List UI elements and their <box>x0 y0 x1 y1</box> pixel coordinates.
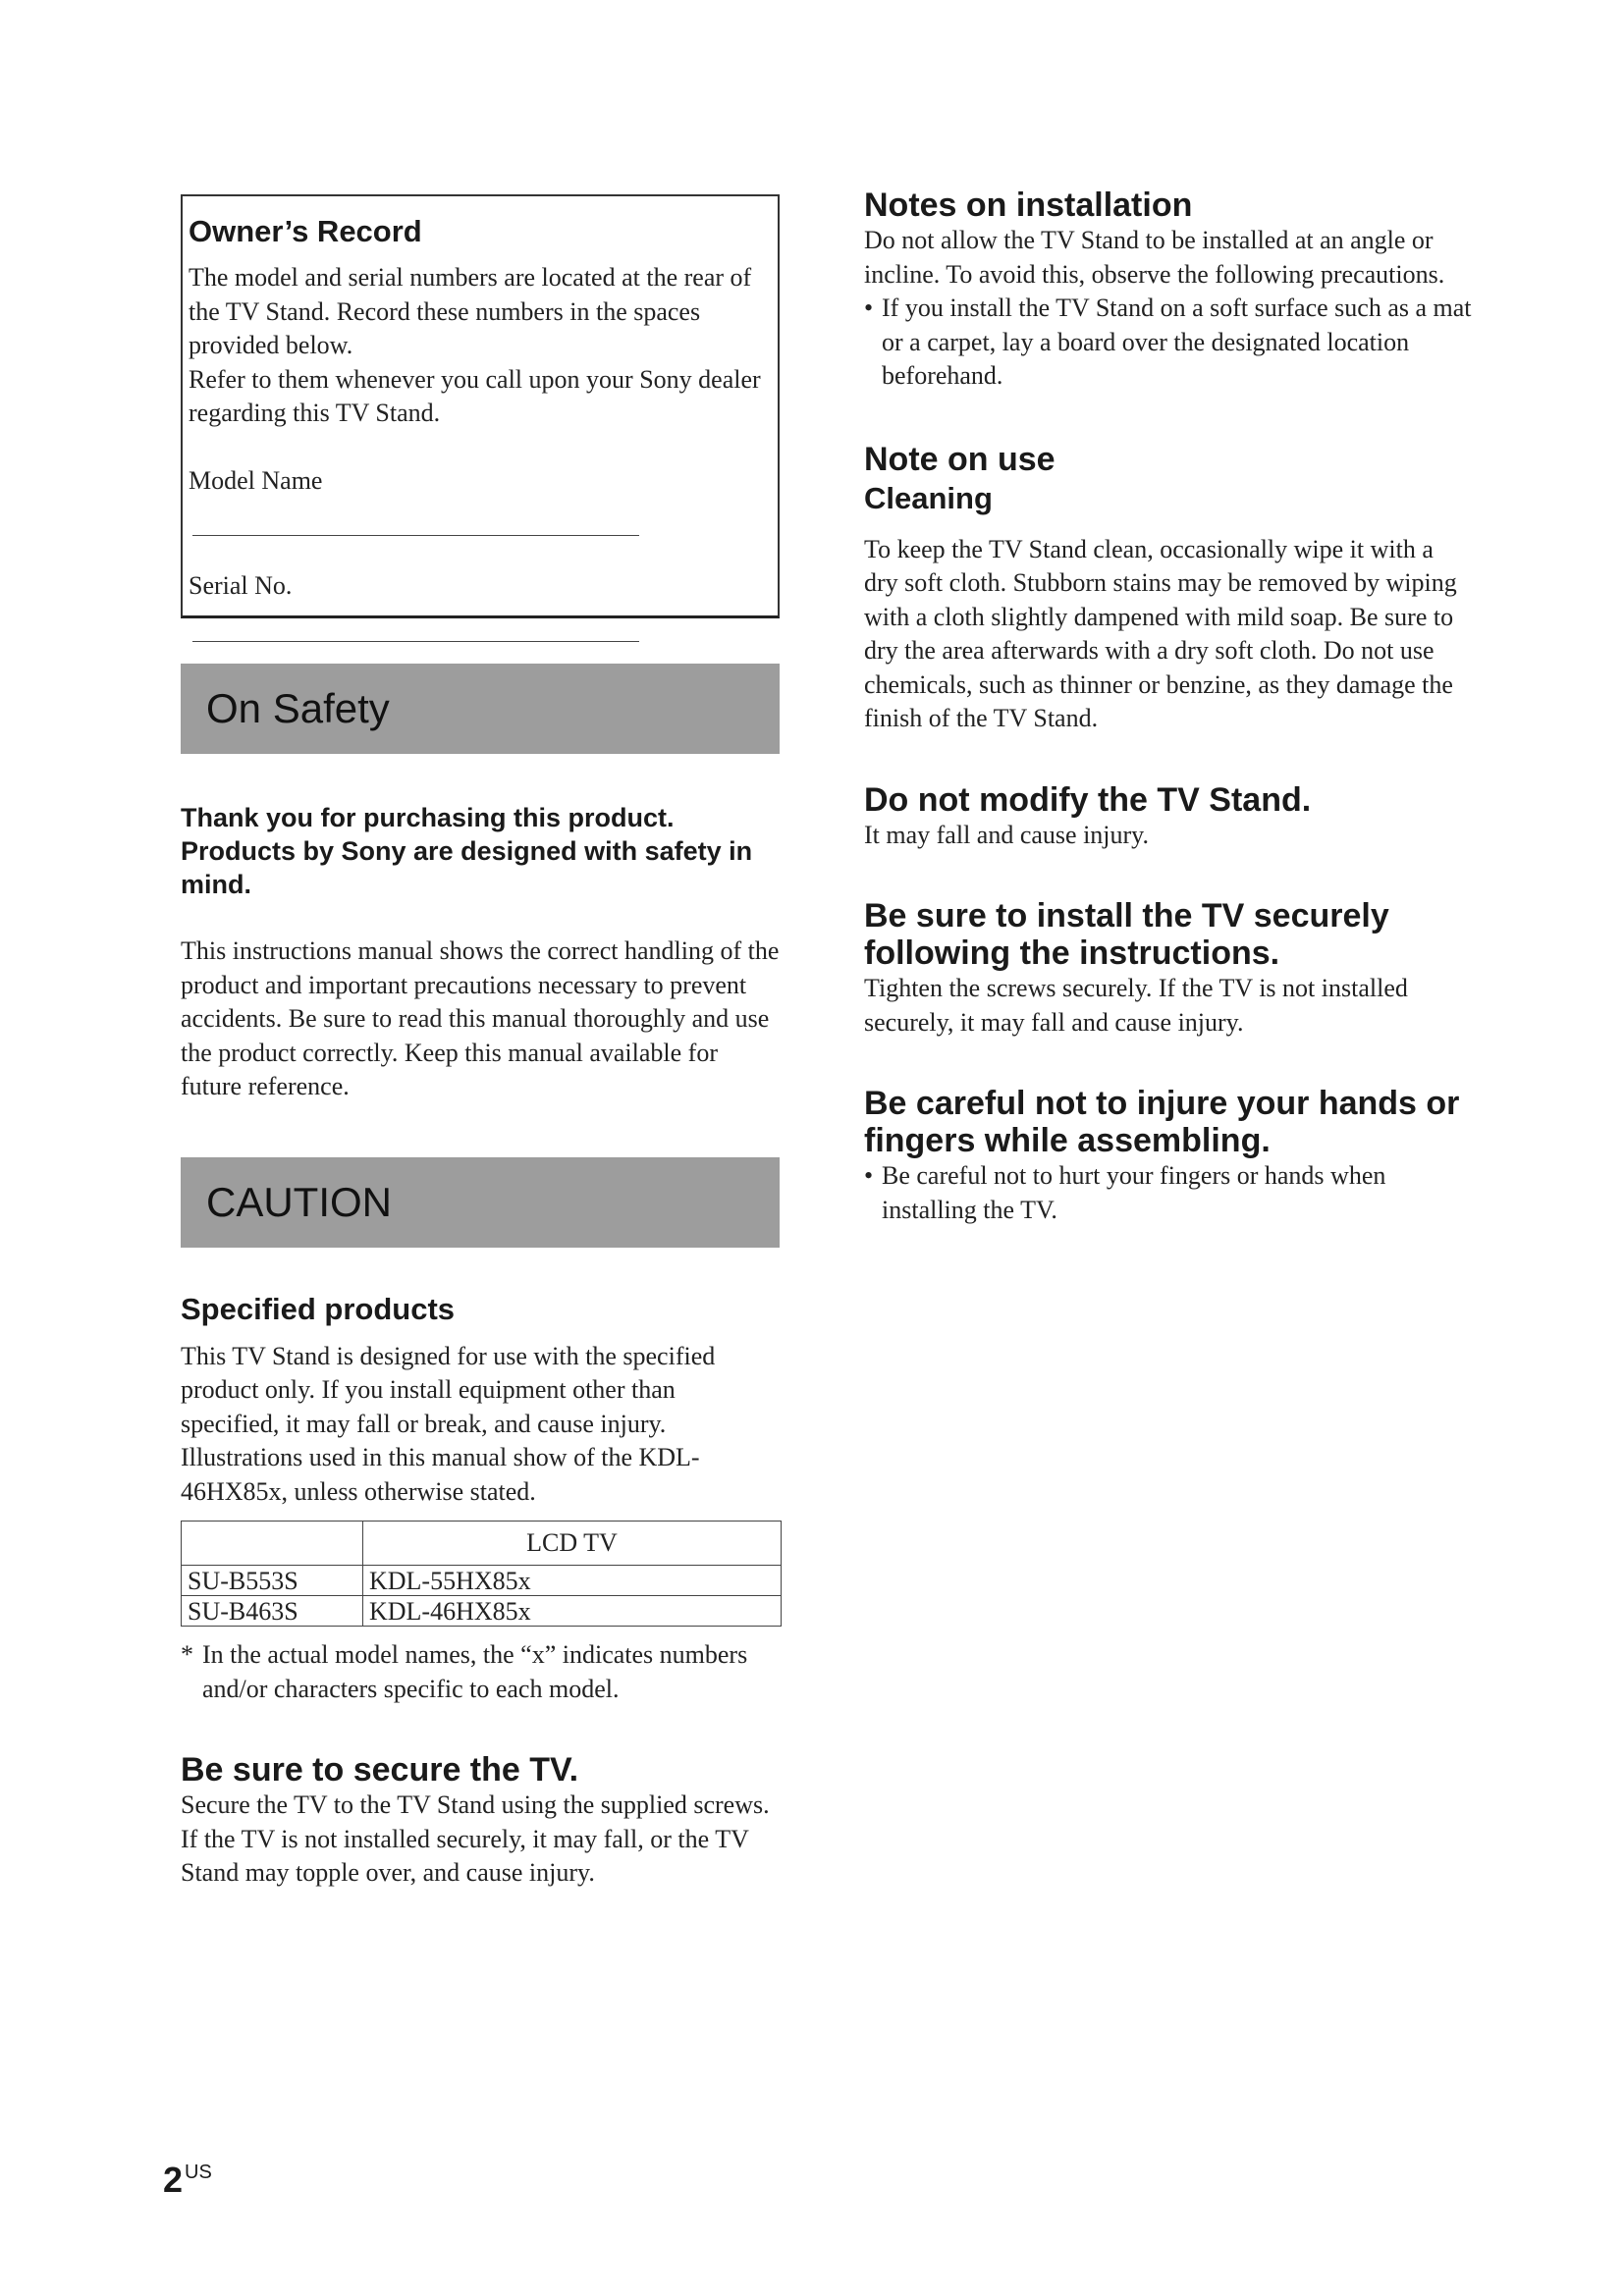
table-row <box>182 1596 782 1627</box>
bullet-mark: • <box>864 294 874 322</box>
install-securely-text: Tighten the screws securely. If the TV is not installed securely, it may fall and cause injury. <box>864 974 1408 1037</box>
table-cell: SU-B463S <box>182 1596 363 1627</box>
serial-no-label: Serial No. <box>189 571 293 600</box>
installation-bullet-text: If you install the TV Stand on a soft surface such as a mat or a carpet, lay a board over the designated location beforehand. <box>882 294 1472 390</box>
owners-record-text: The model and serial numbers are located at the rear of the TV Stand. Record these numbers in the spaces provided below. <box>189 263 752 359</box>
footnote <box>181 1638 780 1706</box>
careful-bullet-text: Be careful not to hurt your fingers or hands when installing the TV. <box>882 1161 1386 1224</box>
footnote-text: In the actual model names, the “x” indicates numbers and/or characters specific to each model. <box>202 1640 748 1703</box>
list-item <box>864 1159 1473 1227</box>
model-name-label: Model Name <box>189 465 323 495</box>
safety-text: This instructions manual shows the correct handling of the product and important precautions necessary to prevent accidents. Be sure to read this manual thoroughly and use the product correctly. Keep this manual available for future reference. <box>181 936 780 1100</box>
owners-record-title: Owner’s Record <box>189 214 422 248</box>
caution-banner: CAUTION <box>181 1157 780 1248</box>
table-cell: KDL-46HX85x <box>363 1596 782 1627</box>
models-table <box>181 1521 782 1627</box>
notes-installation-title: Notes on installation <box>864 187 1193 224</box>
secure-tv-title: Be sure to secure the TV. <box>181 1751 579 1789</box>
model-name-field[interactable] <box>192 498 639 536</box>
page-number <box>163 2160 212 2201</box>
note-on-use-title: Note on use <box>864 440 1056 478</box>
list-item <box>864 292 1473 394</box>
table-header-cell <box>182 1522 363 1566</box>
owners-record-box <box>181 194 780 618</box>
footnote-mark: * <box>181 1640 193 1669</box>
left-column <box>181 194 780 1891</box>
specified-products-title: Specified products <box>181 1291 456 1326</box>
do-not-modify-text: It may fall and cause injury. <box>864 820 1149 849</box>
careful-hands-title: Be careful not to injure your hands or fingers while assembling. <box>864 1085 1460 1159</box>
table-header-cell: LCD TV <box>363 1522 782 1566</box>
serial-no-field[interactable] <box>192 604 639 642</box>
owners-record-text-2: Refer to them whenever you call upon your Sony dealer regarding this TV Stand. <box>189 364 761 427</box>
right-column <box>864 187 1473 1227</box>
do-not-modify-title: Do not modify the TV Stand. <box>864 780 1312 819</box>
thank-you-statement: Thank you for purchasing this product. Products by Sony are designed with safety in mind. <box>181 803 753 899</box>
specified-products-text: This TV Stand is designed for use with the specified product only. If you install equipment other than specified, it may fall or break, and cause injury. Illustrations used in this manual show of the KDL-46HX85x, unless otherwise stated. <box>181 1341 716 1506</box>
install-securely-title: Be sure to install the TV securely following the instructions. <box>864 897 1389 972</box>
table-cell: SU-B553S <box>182 1566 363 1596</box>
cleaning-title: Cleaning <box>864 480 993 515</box>
notes-installation-text: Do not allow the TV Stand to be installed at an angle or incline. To avoid this, observe the following precautions. <box>864 226 1445 289</box>
table-row <box>182 1566 782 1596</box>
table-cell: KDL-55HX85x <box>363 1566 782 1596</box>
cleaning-text: To keep the TV Stand clean, occasionally wipe it with a dry soft cloth. Stubborn stains may be removed by wiping with a cloth slightly dampened with mild soap. Be sure to dry the area afterwards with a dry soft cloth. Do not use chemicals, such as thinner or benzine, as they damage the finish of the TV Stand. <box>864 534 1457 732</box>
table-header-row <box>182 1522 782 1566</box>
on-safety-banner: On Safety <box>181 664 780 754</box>
page-region: US <box>185 2162 212 2183</box>
page-number-value: 2 <box>163 2160 184 2200</box>
bullet-mark: • <box>864 1161 874 1190</box>
secure-tv-text: Secure the TV to the TV Stand using the supplied screws. If the TV is not installed securely, it may fall, or the TV Stand may topple over, and cause injury. <box>181 1790 770 1887</box>
